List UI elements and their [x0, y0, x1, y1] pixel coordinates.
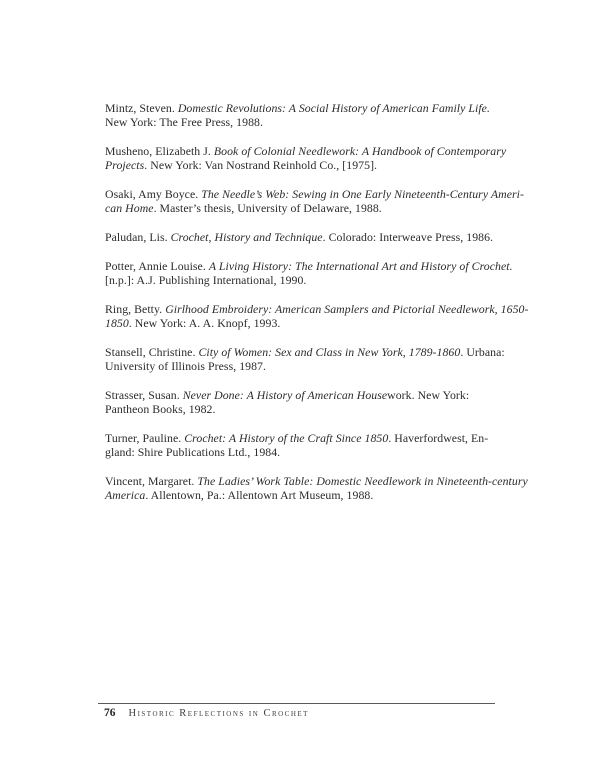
bibliography-line: Ring, Betty. Girlhood Embroidery: American Samplers and Pictorial Needlework, 1650- — [105, 302, 529, 316]
bibliography-entry — [105, 144, 510, 172]
bibliography-line: Turner, Pauline. Crochet: A History of the Craft Since 1850. Haverfordwest, En- — [105, 431, 489, 445]
bibliography-line: Paludan, Lis. Crochet, History and Technique. Colorado: Interweave Press, 1986. — [105, 230, 494, 244]
bibliography-line: Mintz, Steven. Domestic Revolutions: A Social History of American Family Life. — [105, 101, 490, 115]
bibliography-entry — [105, 259, 513, 287]
bibliography-entry — [105, 388, 510, 416]
bibliography-line: can Home. Master’s thesis, University of Delaware, 1988. — [105, 201, 382, 215]
bibliography-line: Projects. New York: Van Nostrand Reinhold Co., [1975]. — [105, 158, 378, 172]
bibliography-line: Musheno, Elizabeth J. Book of Colonial Needlework: A Handbook of Contemporary — [105, 144, 507, 158]
bibliography-line: Osaki, Amy Boyce. The Needle’s Web: Sewing in One Early Nineteenth-Century Ameri- — [105, 187, 524, 201]
bibliography-entry — [105, 101, 510, 129]
bibliography-list — [105, 101, 529, 517]
bibliography-line: America. Allentown, Pa.: Allentown Art Museum, 1988. — [105, 488, 374, 502]
page-number: 76 — [104, 707, 116, 719]
bibliography-line: Pantheon Books, 1982. — [105, 402, 216, 416]
bibliography-entry — [105, 187, 524, 215]
running-title: Historic Reflections in Crochet — [128, 708, 309, 719]
bibliography-line: Stansell, Christine. City of Women: Sex and Class in New York, 1789-1860. Urbana: — [105, 345, 505, 359]
bibliography-line: Vincent, Margaret. The Ladies’ Work Table: Domestic Needlework in Nineteenth-century — [105, 474, 528, 488]
bibliography-entry — [105, 345, 510, 373]
bibliography-entry — [105, 302, 529, 330]
bibliography-entry — [105, 474, 528, 502]
bibliography-line: 1850. New York: A. A. Knopf, 1993. — [105, 316, 281, 330]
bibliography-line: Potter, Annie Louise. A Living History: The International Art and History of Crochet. — [105, 259, 513, 273]
bibliography-line: [n.p.]: A.J. Publishing International, 1990. — [105, 273, 307, 287]
footer-rule — [98, 703, 495, 704]
bibliography-line: New York: The Free Press, 1988. — [105, 115, 263, 129]
bibliography-line: gland: Shire Publications Ltd., 1984. — [105, 445, 281, 459]
bibliography-line: Strasser, Susan. Never Done: A History of American Housework. New York: — [105, 388, 470, 402]
bibliography-entry — [105, 431, 510, 459]
bibliography-line: University of Illinois Press, 1987. — [105, 359, 267, 373]
footer — [104, 707, 309, 719]
bibliography-entry — [105, 230, 510, 244]
